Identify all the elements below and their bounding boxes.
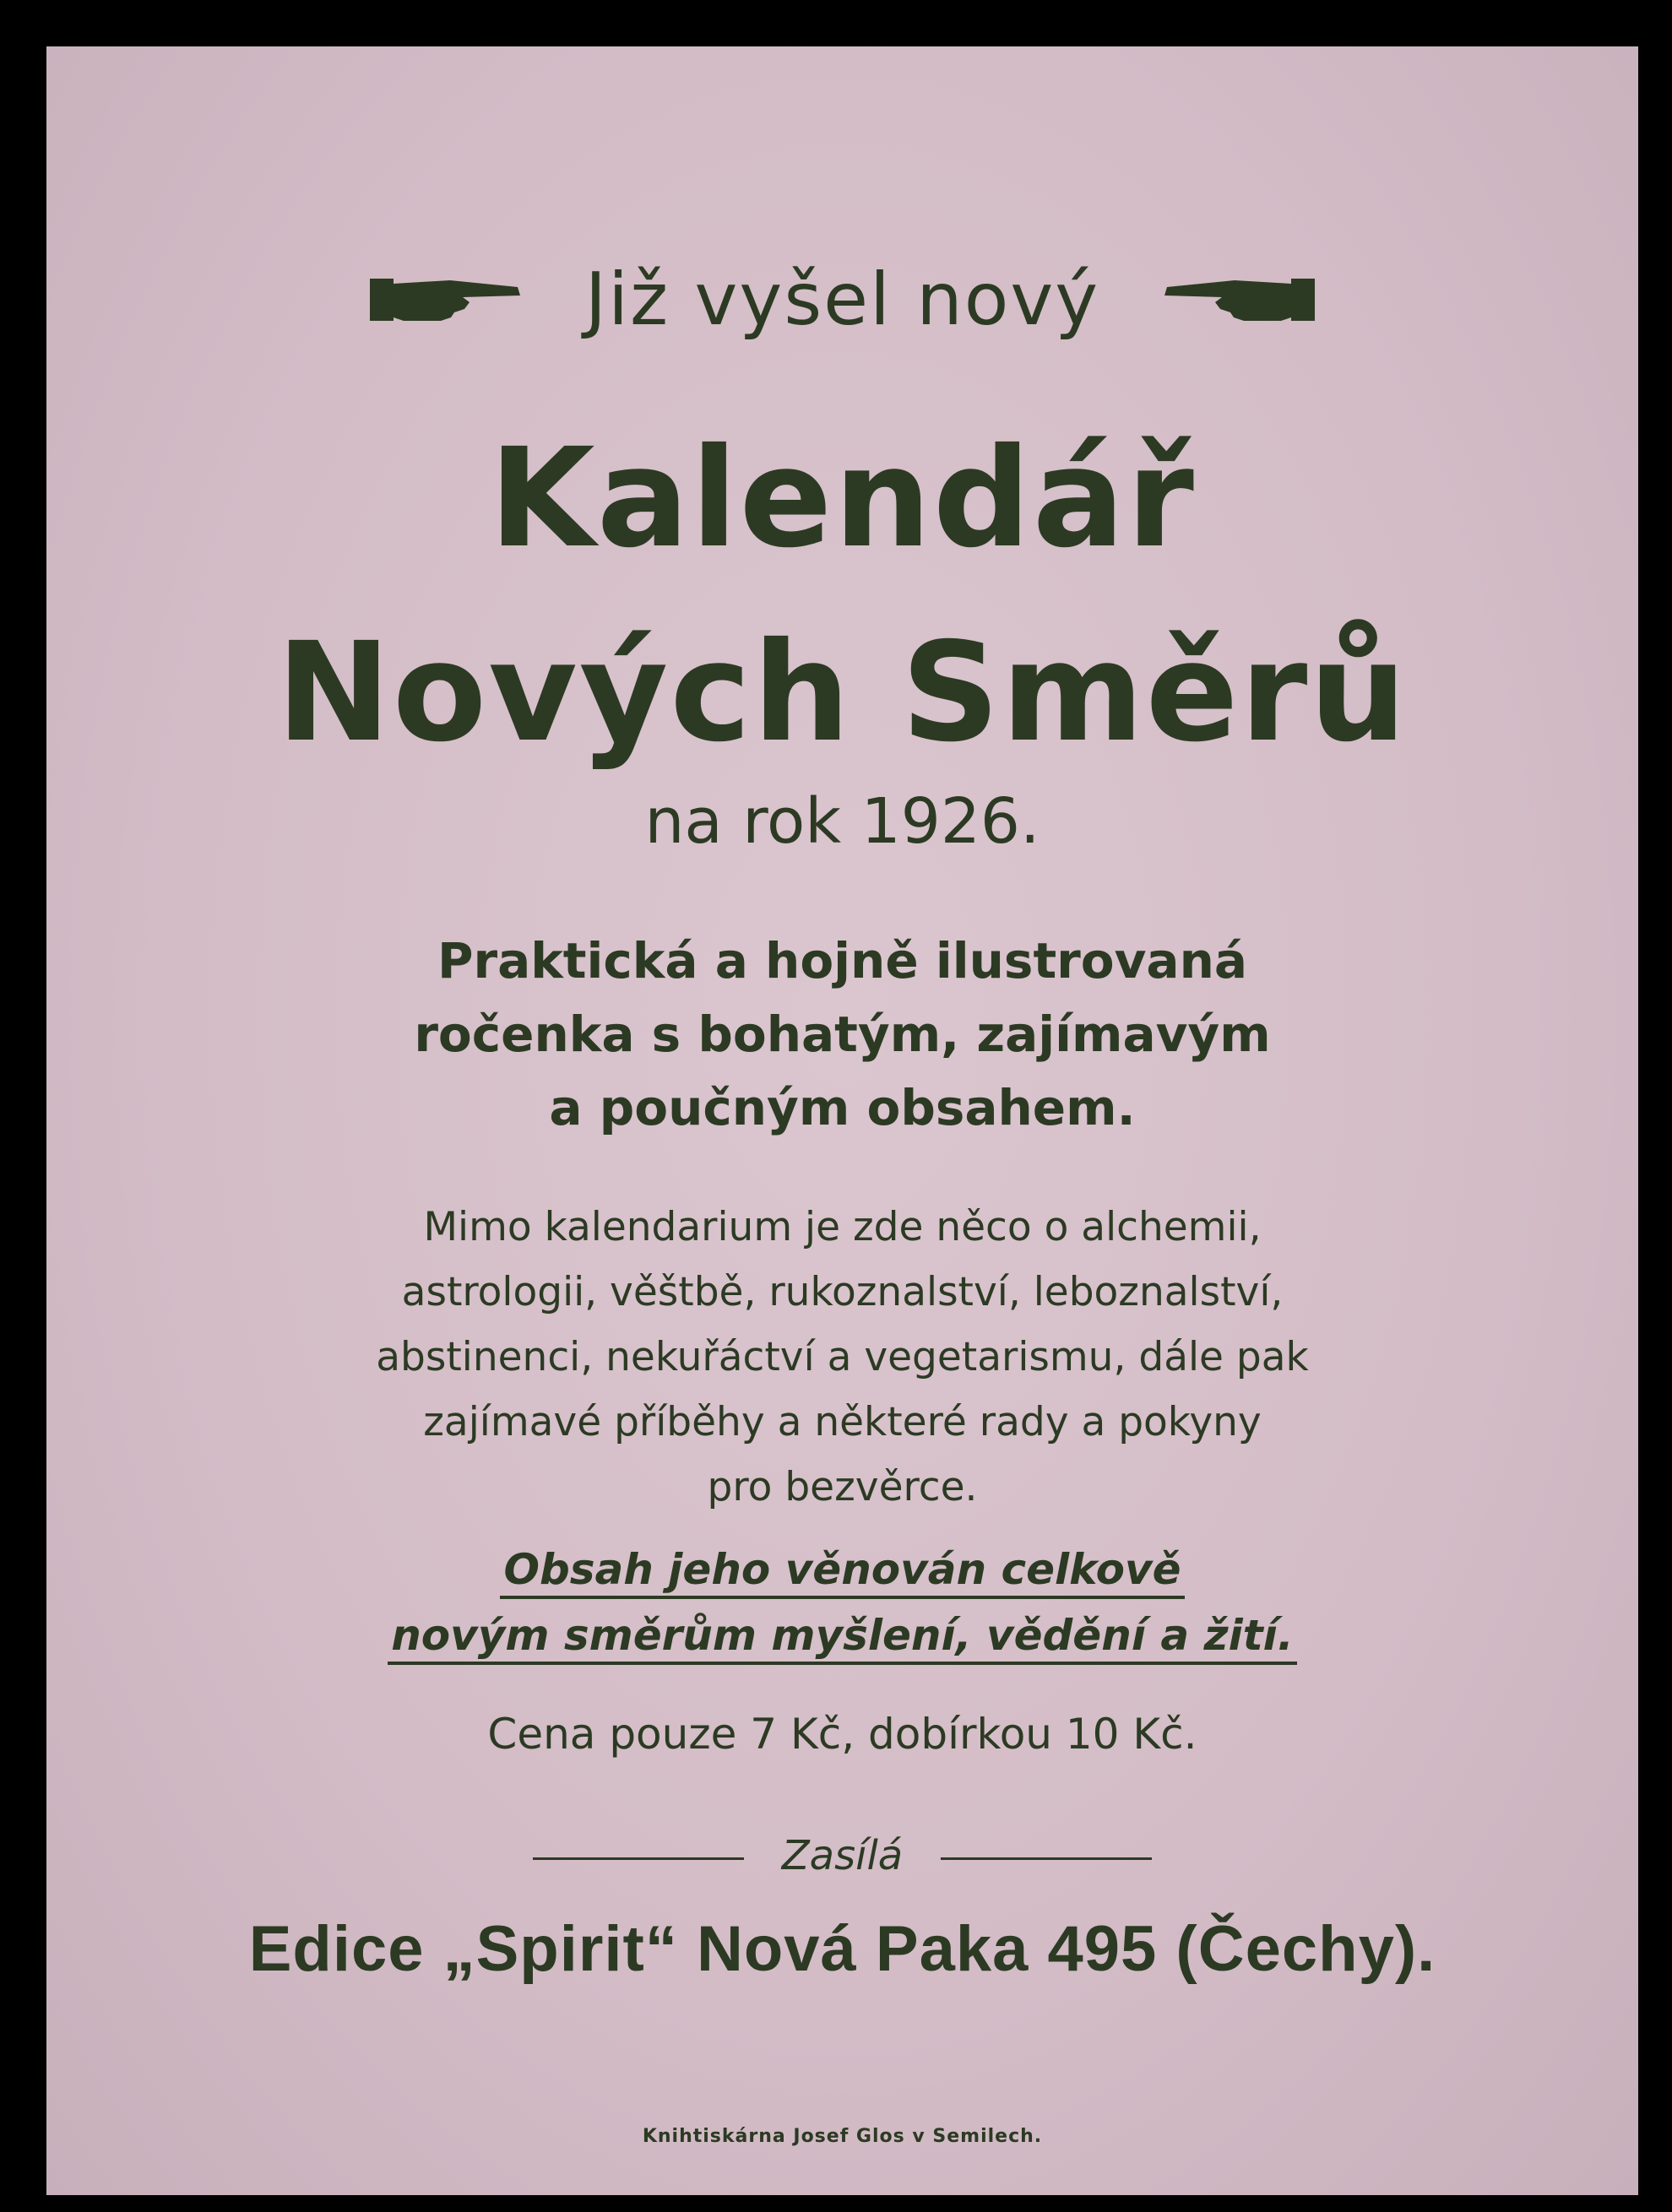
body-paragraph-line: Mimo kalendarium je zde něco o alchemii,	[423, 1204, 1262, 1250]
bold-paragraph-line: a poučným obsahem.	[549, 1079, 1136, 1136]
italic-statement	[46, 1545, 1638, 1665]
heading-row	[46, 258, 1638, 342]
sender-row	[46, 1832, 1638, 1879]
poster-sheet	[46, 46, 1638, 2195]
bold-paragraph-line: ročenka s bohatým, zajímavým	[414, 1006, 1271, 1063]
bold-paragraph-line: Praktická a hojně ilustrovaná	[437, 932, 1247, 989]
pointing-hand-left-icon	[1159, 268, 1315, 328]
italic-line-1: Obsah jeho věnován celkově	[500, 1545, 1184, 1599]
printer-imprint: Knihtiskárna Josef Glos v Semilech.	[642, 2126, 1043, 2147]
title-line-1: Kalendář	[489, 420, 1196, 578]
divider-left	[533, 1857, 744, 1860]
sender-label: Zasílá	[781, 1832, 904, 1879]
body-paragraph-line: zajímavé příběhy a některé rady a pokyny	[423, 1399, 1262, 1445]
title-line-2: Nových Směrů	[276, 614, 1409, 773]
bold-paragraph	[46, 924, 1638, 1145]
publisher-line: Edice „Spirit“ Nová Paka 495 (Čechy).	[248, 1913, 1436, 1985]
heading-text: Již vyšel nový	[584, 258, 1100, 342]
italic-line-2: novým směrům myšlení, vědění a žití.	[388, 1611, 1297, 1665]
divider-right	[941, 1857, 1152, 1860]
body-paragraph-line: pro bezvěrce.	[707, 1464, 978, 1510]
body-paragraph-line: abstinenci, nekuřáctví a vegetarismu, dále pak	[376, 1334, 1309, 1380]
pointing-hand-right-icon	[370, 268, 526, 328]
year-line: na rok 1926.	[644, 785, 1040, 858]
price-line: Cena pouze 7 Kč, dobírkou 10 Kč.	[487, 1710, 1197, 1759]
body-paragraph	[46, 1195, 1638, 1520]
body-paragraph-line: astrologii, věštbě, rukoznalství, leboznalství,	[401, 1269, 1284, 1315]
